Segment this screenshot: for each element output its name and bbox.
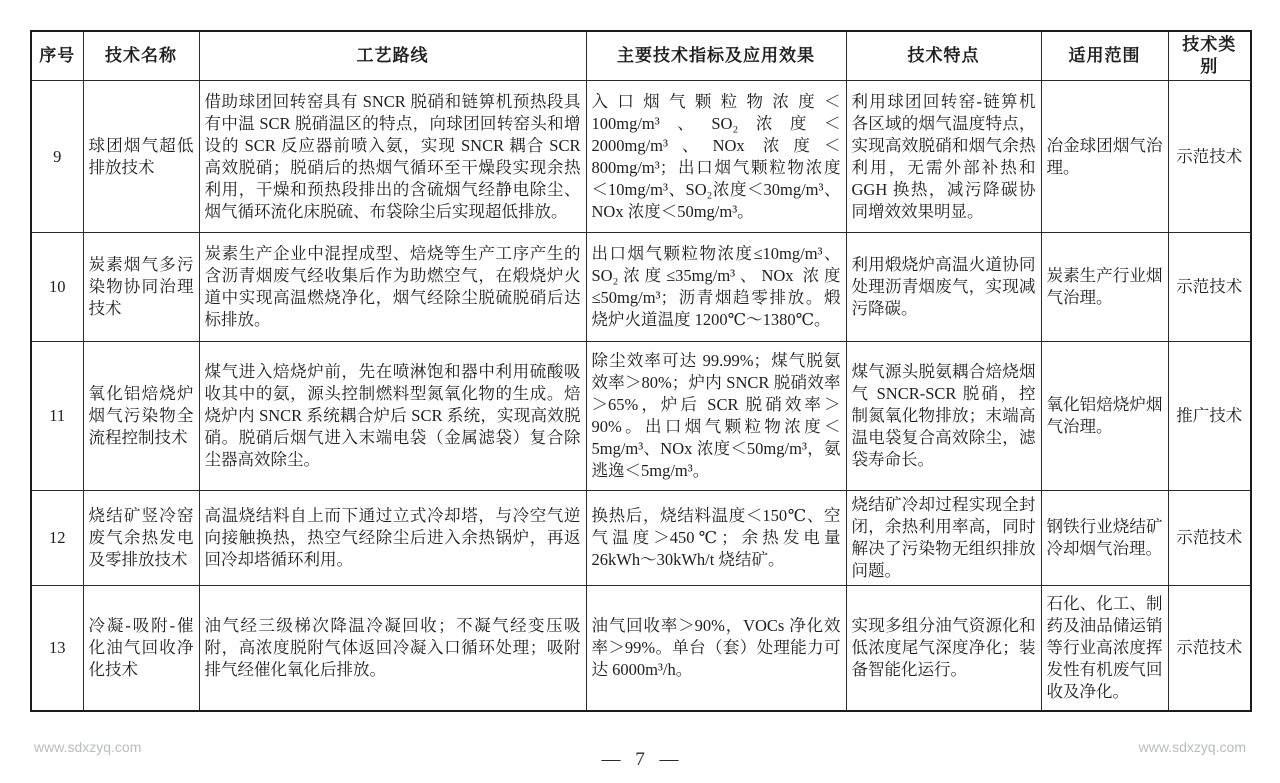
category-cell: 示范技术 bbox=[1168, 586, 1251, 711]
category-cell: 推广技术 bbox=[1168, 342, 1251, 491]
header-features: 技术特点 bbox=[846, 31, 1041, 81]
features-cell: 烧结矿冷却过程实现全封闭，余热利用率高，同时解决了污染物无组织排放问题。 bbox=[846, 491, 1041, 586]
indicators-cell: 出口烟气颗粒物浓度≤10mg/m³、SO₂浓度≤35mg/m³、NOx 浓度≤50mg/m³；沥青烟趋零排放。煅烧炉火道温度 1200℃～1380℃。 bbox=[586, 233, 846, 342]
seq-cell: 10 bbox=[31, 233, 83, 342]
scope-cell: 炭素生产行业烟气治理。 bbox=[1041, 233, 1168, 342]
category-cell: 示范技术 bbox=[1168, 491, 1251, 586]
header-seq: 序号 bbox=[31, 31, 83, 81]
watermark-right: www.sdxzyq.com bbox=[1138, 739, 1246, 755]
header-scope: 适用范围 bbox=[1041, 31, 1168, 81]
seq-cell: 13 bbox=[31, 586, 83, 711]
features-cell: 利用球团回转窑-链箅机各区域的烟气温度特点，实现高效脱硝和烟气余热利用，无需外部补热和 GGH 换热，减污降碳协同增效效果明显。 bbox=[846, 81, 1041, 233]
page-number: — 7 — bbox=[601, 749, 679, 770]
table-row bbox=[31, 342, 1251, 491]
table-row bbox=[31, 233, 1251, 342]
features-cell: 实现多组分油气资源化和低浓度尾气深度净化；装备智能化运行。 bbox=[846, 586, 1041, 711]
name-cell: 球团烟气超低排放技术 bbox=[83, 81, 199, 233]
table-row bbox=[31, 586, 1251, 711]
process-cell: 借助球团回转窑具有 SNCR 脱硝和链箅机预热段具有中温 SCR 脱硝温区的特点，向球团回转窑头和增设的 SCR 反应器前喷入氨，实现 SNCR 耦合 SCR 高效脱硝；脱硝后的热烟气循环至干燥段实现余热利用，干燥和预热段排出的含硫烟气经静电除尘、烟气循环流化床脱硫、布袋除尘后实现超低排放。 bbox=[199, 81, 586, 233]
seq-cell: 12 bbox=[31, 491, 83, 586]
header-name: 技术名称 bbox=[83, 31, 199, 81]
indicators-cell: 换热后，烧结料温度＜150℃、空气温度＞450℃；余热发电量 26kWh～30kWh/t 烧结矿。 bbox=[586, 491, 846, 586]
indicators-cell: 油气回收率＞90%，VOCs 净化效率＞99%。单台（套）处理能力可达 6000m³/h。 bbox=[586, 586, 846, 711]
indicators-cell: 除尘效率可达 99.99%；煤气脱氨效率＞80%；炉内 SNCR 脱硝效率＞65%，炉后 SCR 脱硝效率＞90%。出口烟气颗粒物浓度＜5mg/m³、NOx 浓度＜50mg/m³，氨逃逸＜5mg/m³。 bbox=[586, 342, 846, 491]
header-process: 工艺路线 bbox=[199, 31, 586, 81]
table-row bbox=[31, 491, 1251, 586]
name-cell: 冷凝-吸附-催化油气回收净化技术 bbox=[83, 586, 199, 711]
scope-cell: 氧化铝焙烧炉烟气治理。 bbox=[1041, 342, 1168, 491]
process-cell: 高温烧结料自上而下通过立式冷却塔，与冷空气逆向接触换热，热空气经除尘后进入余热锅炉，再返回冷却塔循环利用。 bbox=[199, 491, 586, 586]
scope-cell: 钢铁行业烧结矿冷却烟气治理。 bbox=[1041, 491, 1168, 586]
process-cell: 炭素生产企业中混捏成型、焙烧等生产工序产生的含沥青烟废气经收集后作为助燃空气，在煅烧炉火道中实现高温燃烧净化，烟气经除尘脱硫脱硝后达标排放。 bbox=[199, 233, 586, 342]
name-cell: 烧结矿竖冷窑废气余热发电及零排放技术 bbox=[83, 491, 199, 586]
table-row bbox=[31, 81, 1251, 233]
category-cell: 示范技术 bbox=[1168, 81, 1251, 233]
seq-cell: 9 bbox=[31, 81, 83, 233]
header-category: 技术类别 bbox=[1168, 31, 1251, 81]
features-cell: 煤气源头脱氨耦合焙烧烟气 SNCR-SCR 脱硝，控制氮氧化物排放；末端高温电袋复合高效除尘，滤袋寿命长。 bbox=[846, 342, 1041, 491]
process-cell: 煤气进入焙烧炉前，先在喷淋饱和器中利用硫酸吸收其中的氨，源头控制燃料型氮氧化物的生成。焙烧炉内 SNCR 系统耦合炉后 SCR 系统，实现高效脱硝。脱硝后烟气进入末端电袋（金属滤袋）复合除尘器高效除尘。 bbox=[199, 342, 586, 491]
table-header-row bbox=[31, 31, 1251, 81]
features-cell: 利用煅烧炉高温火道协同处理沥青烟废气，实现减污降碳。 bbox=[846, 233, 1041, 342]
watermark-left: www.sdxzyq.com bbox=[34, 739, 142, 755]
technology-table bbox=[30, 30, 1252, 712]
header-indicators: 主要技术指标及应用效果 bbox=[586, 31, 846, 81]
name-cell: 炭素烟气多污染物协同治理技术 bbox=[83, 233, 199, 342]
category-cell: 示范技术 bbox=[1168, 233, 1251, 342]
indicators-cell: 入口烟气颗粒物浓度＜100mg/m³、SO₂浓度＜2000mg/m³、NOx 浓度＜800mg/m³；出口烟气颗粒物浓度＜10mg/m³、SO₂浓度＜30mg/m³、NOx 浓度＜50mg/m³。 bbox=[586, 81, 846, 233]
process-cell: 油气经三级梯次降温冷凝回收；不凝气经变压吸附，高浓度脱附气体返回冷凝入口循环处理；吸附排气经催化氧化后排放。 bbox=[199, 586, 586, 711]
seq-cell: 11 bbox=[31, 342, 83, 491]
scope-cell: 冶金球团烟气治理。 bbox=[1041, 81, 1168, 233]
scope-cell: 石化、化工、制药及油品储运销等行业高浓度挥发性有机废气回收及净化。 bbox=[1041, 586, 1168, 711]
name-cell: 氧化铝焙烧炉烟气污染物全流程控制技术 bbox=[83, 342, 199, 491]
